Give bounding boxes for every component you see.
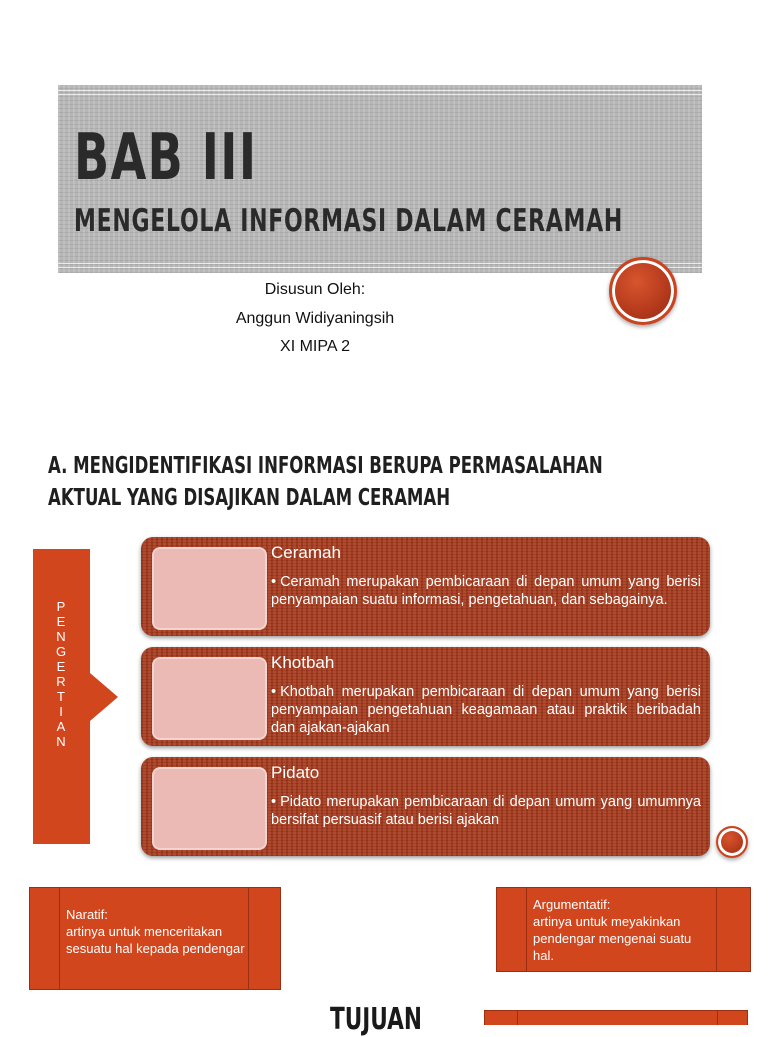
chapter-title: BAB III (74, 121, 258, 195)
box-divider (59, 888, 60, 989)
bullet-icon: • (271, 574, 277, 590)
card-body (271, 683, 701, 737)
box-divider (248, 888, 249, 989)
argumentatif-desc: artinya untuk meyakinkan pendengar mengenai suatu hal. (533, 914, 692, 963)
tujuan-box (484, 1010, 748, 1025)
card-body (271, 793, 701, 829)
pengertian-letter: N (56, 734, 67, 749)
card-text: Pidato merupakan pembicaraan di depan umum yang umumnya bersifat persuasif atau berisi ajakan (271, 794, 701, 828)
pengertian-letter: E (56, 614, 67, 629)
card-ceramah (141, 537, 710, 636)
section-heading-line2: AKTUAL YANG DISAJIKAN DALAM CERAMAH (48, 485, 451, 511)
tujuan-heading: TUJUAN (330, 1002, 422, 1037)
bullet-icon: • (271, 794, 277, 810)
author-class: XI MIPA 2 (280, 338, 350, 355)
card-title: Pidato (271, 763, 320, 782)
card-thumbnail (152, 657, 267, 740)
banner-stripe (58, 90, 702, 91)
naratif-box (29, 887, 281, 990)
title-banner (58, 85, 702, 273)
argumentatif-text (533, 896, 715, 964)
card-text: Khotbah merupakan pembicaraan di depan umum yang berisi penyampaian pengetahuan keagamaan atau praktik beribadah dan ajakan-ajakan (271, 684, 701, 736)
pengertian-letter: N (56, 629, 67, 644)
pengertian-letter: P (56, 599, 67, 614)
banner-stripe (58, 263, 702, 264)
argumentatif-box (496, 887, 751, 972)
box-divider (716, 888, 717, 971)
bullet-icon: • (271, 684, 277, 700)
card-pidato (141, 757, 710, 856)
banner-stripe (58, 267, 702, 268)
naratif-text (66, 906, 246, 957)
card-thumbnail (152, 547, 267, 630)
section-heading-line1: A. MENGIDENTIFIKASI INFORMASI BERUPA PERMASALAHAN (48, 453, 603, 479)
pengertian-letter: R (56, 674, 67, 689)
pengertian-letter: G (55, 644, 68, 659)
box-divider (717, 1011, 718, 1025)
author-name: Anggun Widiyaningsih (235, 310, 395, 327)
decorative-orb (609, 257, 677, 325)
card-thumbnail (152, 767, 267, 850)
card-body (271, 573, 701, 609)
card-title: Khotbah (271, 653, 335, 672)
banner-stripe (58, 94, 702, 95)
pengertian-letter: A (56, 719, 67, 734)
byline-label: Disusun Oleh: (264, 281, 366, 298)
pengertian-bar (33, 549, 90, 844)
naratif-title: Naratif: (66, 907, 108, 922)
chapter-subtitle: MENGELOLA INFORMASI DALAM CERAMAH (74, 203, 623, 239)
arrow-right-icon (90, 673, 118, 721)
pengertian-letter: I (59, 704, 64, 719)
box-divider (526, 888, 527, 971)
pengertian-letter: T (57, 689, 66, 704)
card-khotbah (141, 647, 710, 746)
card-title: Ceramah (271, 543, 341, 562)
decorative-orb-small (716, 826, 748, 858)
box-divider (517, 1011, 518, 1025)
card-text: Ceramah merupakan pembicaraan di depan umum yang berisi penyampaian suatu informasi, pengetahuan, dan sebagainya. (271, 574, 701, 608)
pengertian-letter: E (56, 659, 67, 674)
naratif-desc: artinya untuk menceritakan sesuatu hal kepada pendengar (66, 924, 245, 956)
argumentatif-title: Argumentatif: (533, 897, 611, 912)
pengertian-label (33, 599, 90, 749)
